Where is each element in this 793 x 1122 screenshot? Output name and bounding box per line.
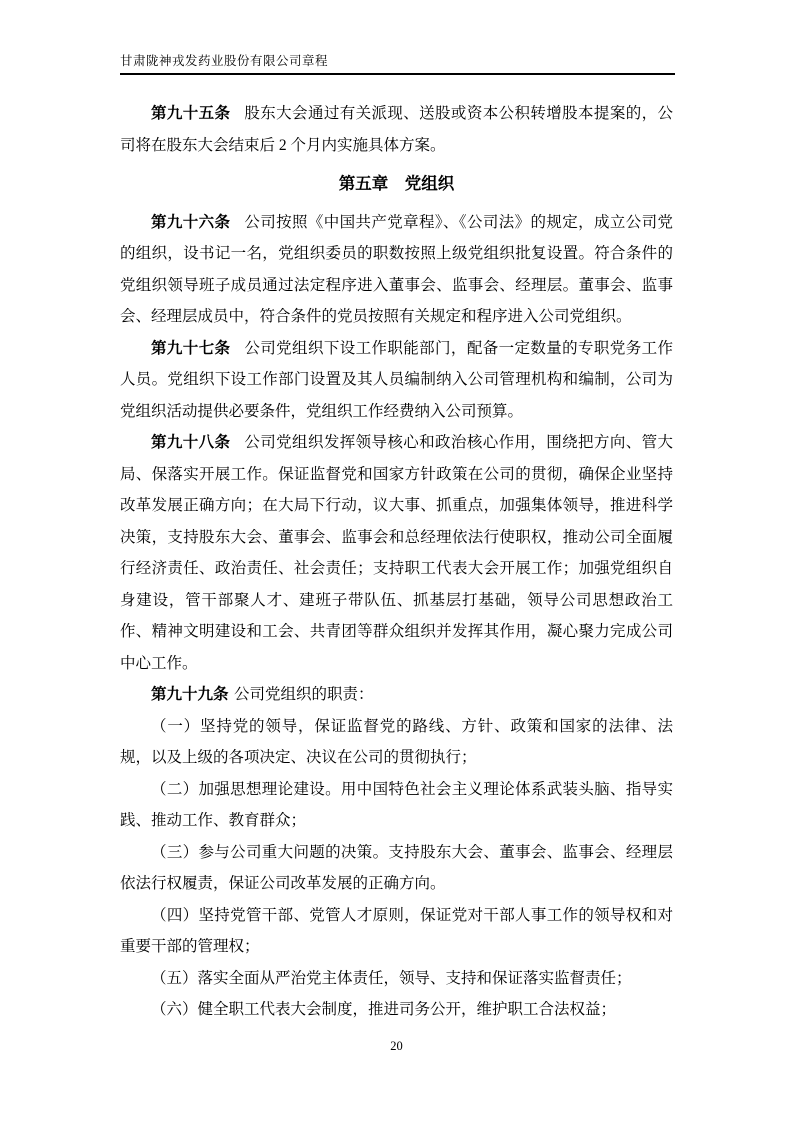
duty-item-3: （三）参与公司重大问题的决策。支持股东大会、董事会、监事会、经理层依法行权履责，保证公司改革发展的正确方向。 — [120, 843, 673, 892]
article-95-number: 第九十五条 — [151, 105, 231, 122]
article-98-number: 第九十八条 — [151, 434, 231, 451]
article-99-number: 第九十九条 — [151, 686, 229, 703]
article-97-number: 第九十七条 — [151, 339, 231, 357]
article-95-text: 股东大会通过有关派现、送股或资本公积转增股本提案的，公司将在股东大会结束后 2 个月内实施具体方案。 — [120, 105, 673, 154]
duty-item-4: （四）坚持党管干部、党管人才原则，保证党对干部人事工作的领导权和对重要干部的管理权； — [120, 906, 673, 955]
chapter-5-heading: 第五章 党组织 — [338, 174, 455, 193]
duty-item-5: （五）落实全面从严治党主体责任，领导、支持和保证落实监督责任； — [151, 969, 632, 987]
article-98-text: 公司党组织发挥领导核心和政治核心作用，围绕把方向、管大局、保落实开展工作。保证监督党和国家方针政策在公司的贯彻，确保企业坚持改革发展正确方向；在大局下行动，议大事、抓重点，加强集体领导，推进科学决策，支持股东大会、董事会、监事会和总经理依法行使职权，推动公司全面履行经济责任、政治责任、社会责任；支持职工代表大会开展工作；加强党组织自身建设，管干部聚人才、建班子带队伍、抓基层打基础，领导公司思想政治工作、精神文明建设和工会、共青团等群众组织并发挥其作用，凝心聚力完成公司中心工作。 — [120, 434, 673, 672]
document-body — [120, 98, 673, 1026]
duty-item-6: （六）健全职工代表大会制度，推进司务公开，维护职工合法权益； — [151, 1001, 617, 1018]
article-96-text: 公司按照《中国共产党章程》、《公司法》的规定，成立公司党的组织，设书记一名，党组织委员的职数按照上级党组织批复设置。符合条件的党组织领导班子成员通过法定程序进入董事会、监事会、经理层。董事会、监事会、经理层成员中，符合条件的党员按照有关规定和程序进入公司党组织。 — [120, 213, 673, 325]
article-96-number: 第九十六条 — [151, 213, 231, 231]
duty-item-2: （二）加强思想理论建设。用中国特色社会主义理论体系武装头脑、指导实践、推动工作、教育群众； — [120, 780, 673, 829]
article-95 — [120, 98, 673, 161]
article-99-text: 公司党组织的职责： — [233, 686, 374, 703]
article-96 — [120, 207, 673, 333]
page-number: 20 — [390, 1039, 403, 1053]
article-99 — [120, 679, 673, 711]
article-97 — [120, 333, 673, 428]
duty-item-1: （一）坚持党的领导，保证监督党的路线、方针、政策和国家的法律、法规，以及上级的各项决定、决议在公司的贯彻执行； — [120, 717, 673, 766]
article-98 — [120, 427, 673, 679]
page-header-title: 甘肃陇神戎发药业股份有限公司章程 — [120, 53, 675, 75]
article-97-text: 公司党组织下设工作职能部门，配备一定数量的专职党务工作人员。党组织下设工作部门设置及其人员编制纳入公司管理机构和编制，公司为党组织活动提供必要条件，党组织工作经费纳入公司预算。 — [120, 339, 673, 420]
